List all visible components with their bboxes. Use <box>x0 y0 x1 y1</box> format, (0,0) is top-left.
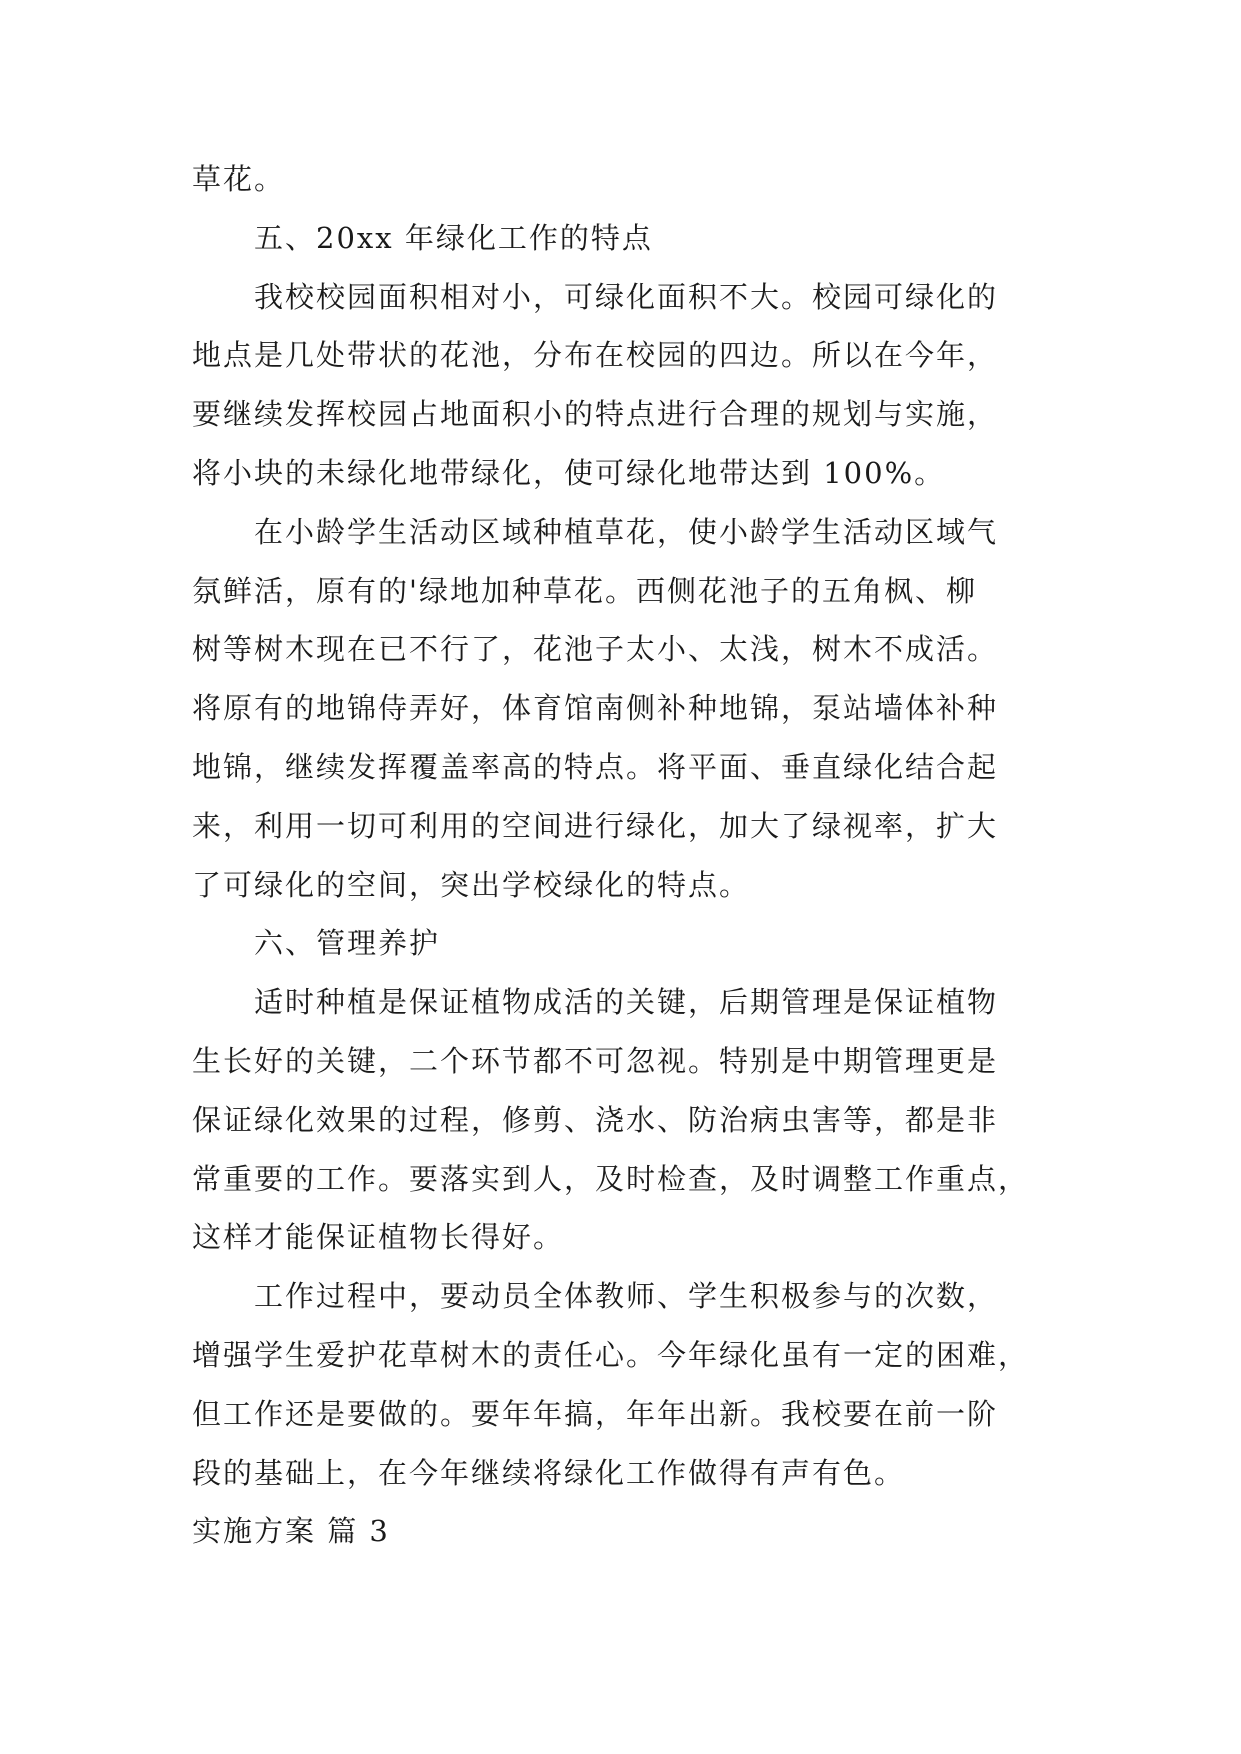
section-heading: 六、管理养护 <box>254 926 441 961</box>
text-line: 草花。 <box>192 162 286 196</box>
text-line: 我校校园面积相对小，可绿化面积不大。校园可绿化的 <box>254 279 999 314</box>
text-line: 要继续发挥校园占地面积小的特点进行合理的规划与实施， <box>192 397 999 432</box>
text-line: 这样才能保证植物长得好。 <box>192 1220 565 1255</box>
text-line: 氛鲜活，原有的'绿地加种草花。西侧花池子的五角枫、柳 <box>192 573 977 608</box>
text-line: 将原有的地锦侍弄好，体育馆南侧补种地锦，泵站墙体补种 <box>192 691 999 726</box>
part-heading: 实施方案 篇 3 <box>192 1514 390 1549</box>
document-body <box>192 150 1072 1561</box>
text-line: 生长好的关键，二个环节都不可忽视。特别是中期管理更是 <box>192 1043 999 1078</box>
text-line: 适时种植是保证植物成活的关键，后期管理是保证植物 <box>254 985 999 1020</box>
text-line: 了可绿化的空间，突出学校绿化的特点。 <box>192 867 751 902</box>
text-line: 将小块的未绿化地带绿化，使可绿化地带达到 100%。 <box>192 455 946 490</box>
text-line: 地锦，继续发挥覆盖率高的特点。将平面、垂直绿化结合起 <box>192 749 999 784</box>
text-line: 在小龄学生活动区域种植草花，使小龄学生活动区域气 <box>254 514 999 549</box>
text-line: 增强学生爱护花草树木的责任心。今年绿化虽有一定的困难， <box>192 1337 1030 1372</box>
section-heading: 五、20xx 年绿化工作的特点 <box>254 220 653 255</box>
text-line: 保证绿化效果的过程，修剪、浇水、防治病虫害等，都是非 <box>192 1102 999 1137</box>
text-line: 常重要的工作。要落实到人，及时检查，及时调整工作重点， <box>192 1161 1030 1196</box>
text-line: 段的基础上，在今年继续将绿化工作做得有声有色。 <box>192 1455 906 1490</box>
text-line: 来，利用一切可利用的空间进行绿化，加大了绿视率，扩大 <box>192 808 999 843</box>
text-line: 工作过程中，要动员全体教师、学生积极参与的次数， <box>254 1279 999 1314</box>
text-line: 但工作还是要做的。要年年搞，年年出新。我校要在前一阶 <box>192 1396 999 1431</box>
text-line: 地点是几处带状的花池，分布在校园的四边。所以在今年， <box>192 338 999 373</box>
text-line: 树等树木现在已不行了，花池子太小、太浅，树木不成活。 <box>192 632 999 667</box>
